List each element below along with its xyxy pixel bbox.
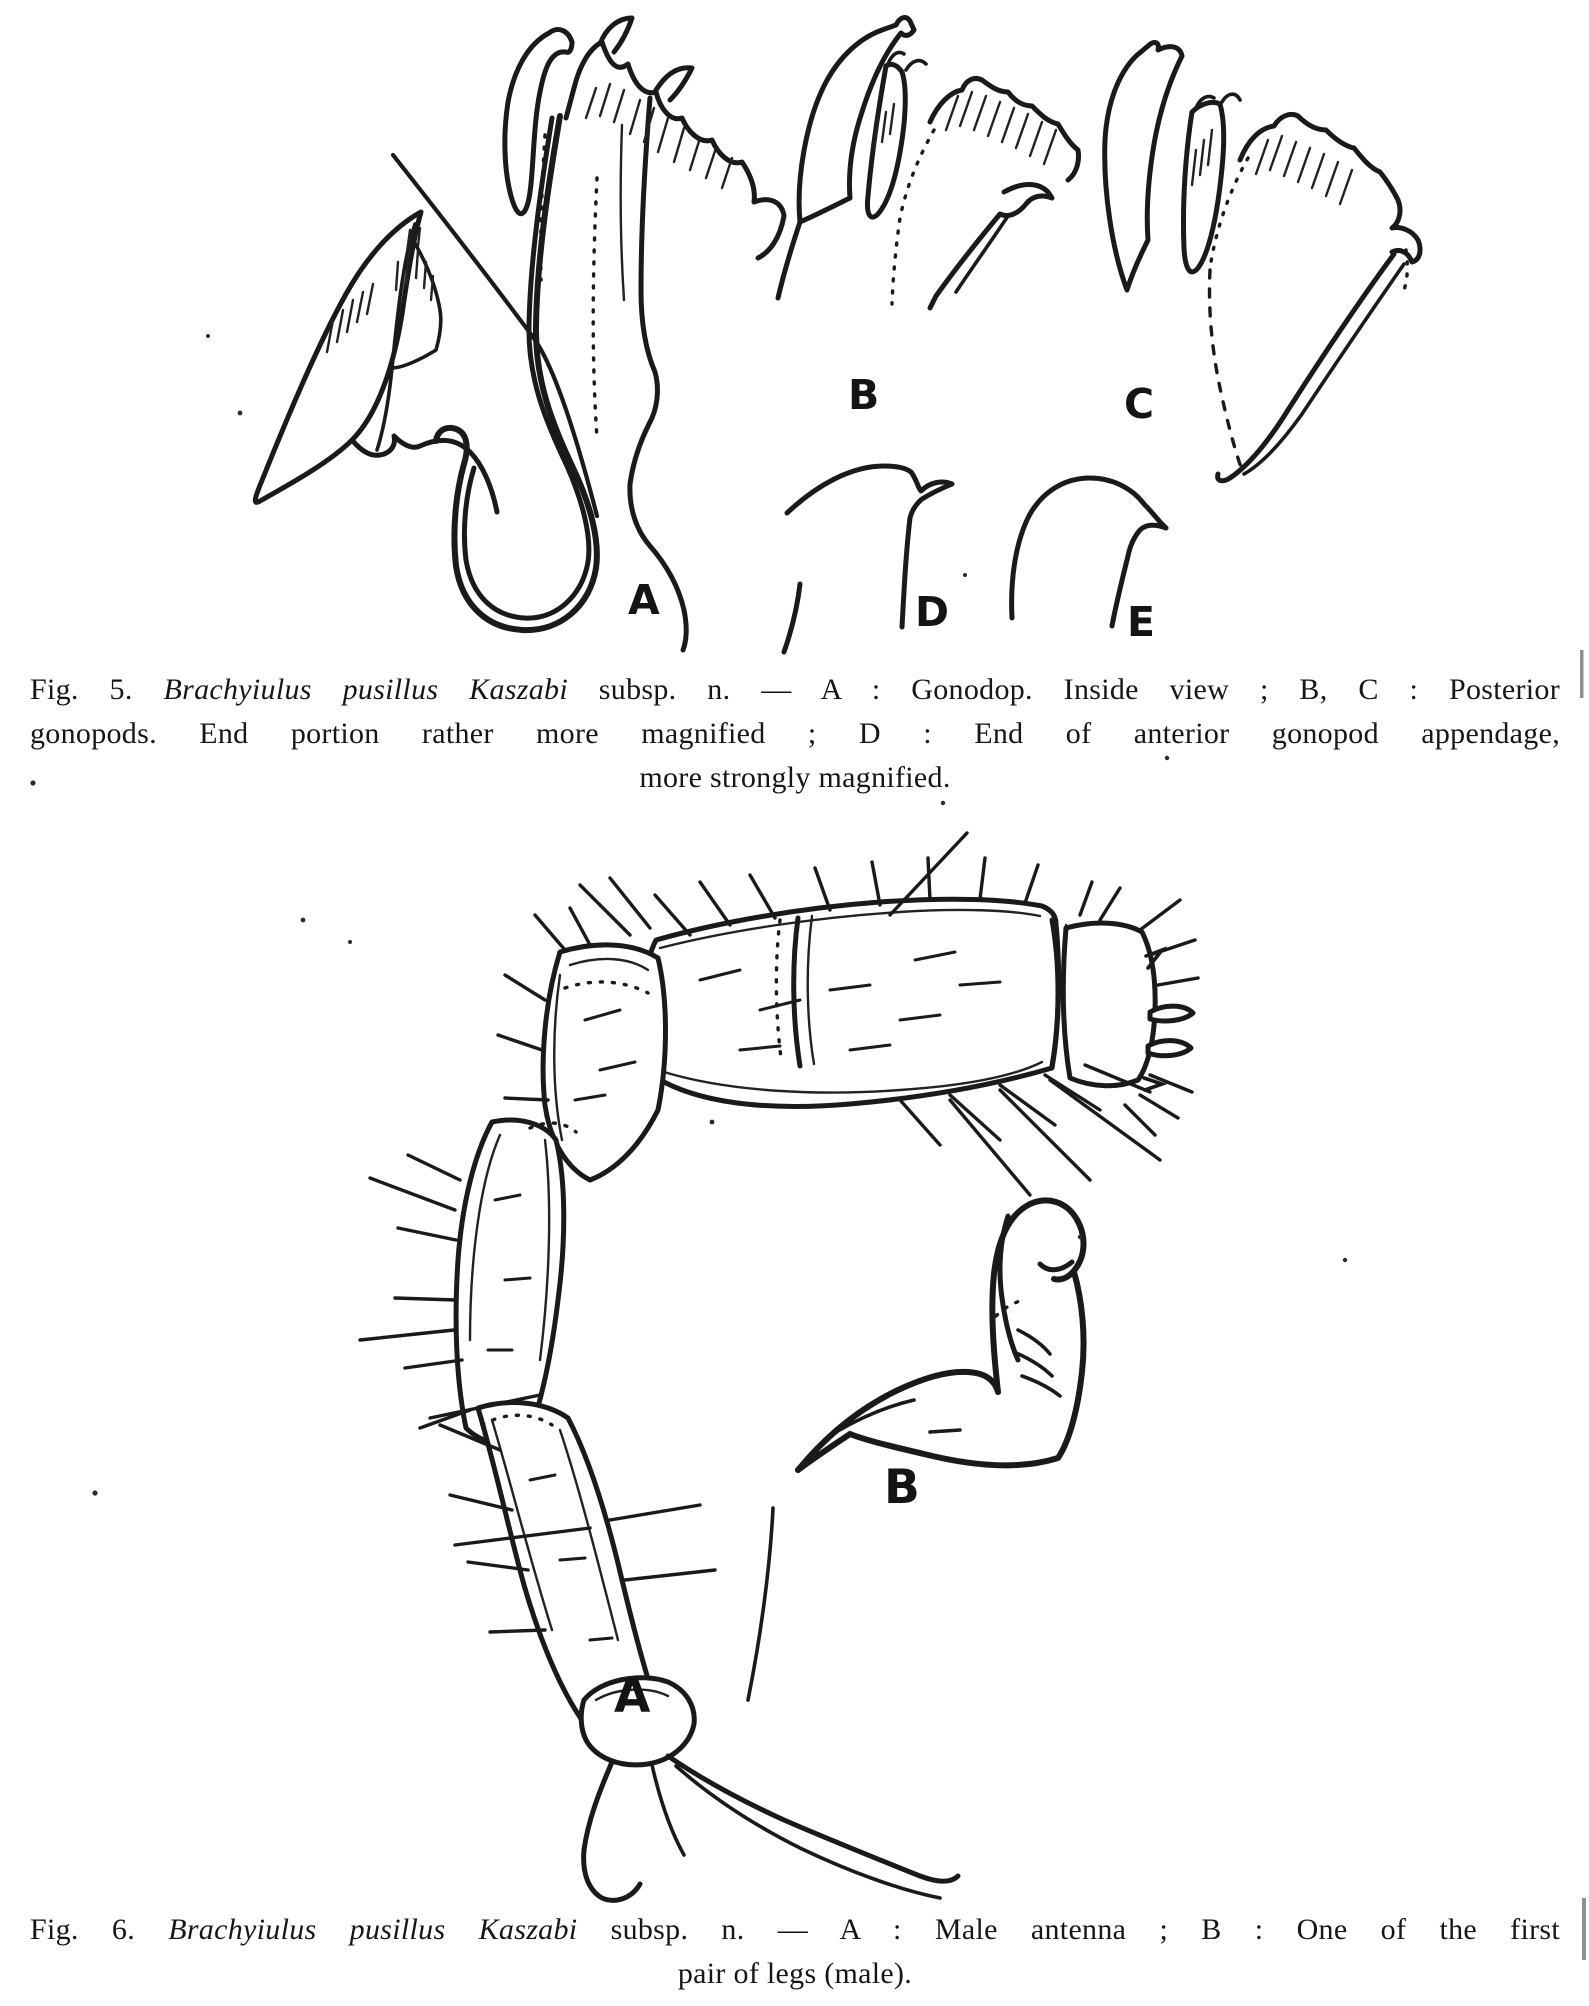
fig6-caption-line1-rest: subsp. n. — A : Male antenna ; B : One of the first [577,1913,1561,1946]
fig5-gonopod-C [1105,43,1420,481]
fig5-label-B: B [848,371,880,419]
fig6-antenna-tip-segment [1063,923,1155,1086]
fig6-antenna-A [360,833,1198,1900]
fig6-caption-line2: pair of legs (male). [677,1957,913,1990]
figure5-drawing [255,18,1420,652]
fig5-A-trunk-right-edge [630,98,686,650]
fig6-basal-whisker-left [584,1762,640,1900]
fig6-label-A: A [614,1669,651,1724]
fig6-caption-line1 [30,1908,1560,1952]
fig6-leg-base [850,1272,1084,1465]
fig5-caption-species: Brachyiulus pusillus Kaszabi [163,673,568,706]
fig5-caption-line1-rest: subsp. n. — A : Gonodop. Inside view ; B, C : Posterior [567,673,1560,706]
fig5-label-A: A [628,576,660,624]
fig5-tip-D [787,466,952,636]
fig6-label-B: B [884,1460,920,1515]
fig6-antenna-sensory-cone [1150,1006,1193,1021]
fig5-A-leaf-lobe [255,212,421,502]
fig5-label-E: E [1127,598,1156,646]
fig5-caption [30,668,1560,800]
fig6-caption-prefix: Fig. 6. [30,1913,169,1946]
fig6-antenna-sensory-cone [1148,1041,1191,1056]
fig5-caption-prefix: Fig. 5. [30,673,164,706]
fig5-label-D: D [915,588,950,636]
fig6-caption [30,1908,1560,1996]
figure6-drawing [360,833,1198,1900]
scan-edge-artifact [1580,650,1584,698]
fig5-gonopod-A [255,18,800,652]
fig6-caption-species: Brachyiulus pusillus Kaszabi [168,1913,578,1946]
fig5-C-claw [1105,43,1182,290]
scan-edge-artifact [1582,1898,1586,1960]
fig5-C-inner-blade [1183,102,1223,271]
fig5-caption-line3: more strongly magnified. [639,761,951,794]
fig5-gonopod-B [778,18,1079,419]
fig6-antenna-segment5 [644,899,1059,1106]
fig5-tip-E [1012,478,1166,646]
fig5-A-crown [566,18,784,258]
fig6-leg-inner-contour [1000,1216,1018,1360]
fig6-basal-whisker-right [668,1756,958,1881]
fig5-label-C: C [1124,380,1155,428]
fig5-B-hatching [946,92,1056,164]
fig5-C-hatching [1256,136,1352,204]
fig5-caption-line2: gonopods. End portion rather more magnified ; D : End of anterior gonopod appendage, [30,717,1560,750]
fig6-leg-B [798,1200,1084,1515]
fig5-caption-line1 [30,668,1560,712]
fig6-antenna-segment4 [543,945,665,1180]
